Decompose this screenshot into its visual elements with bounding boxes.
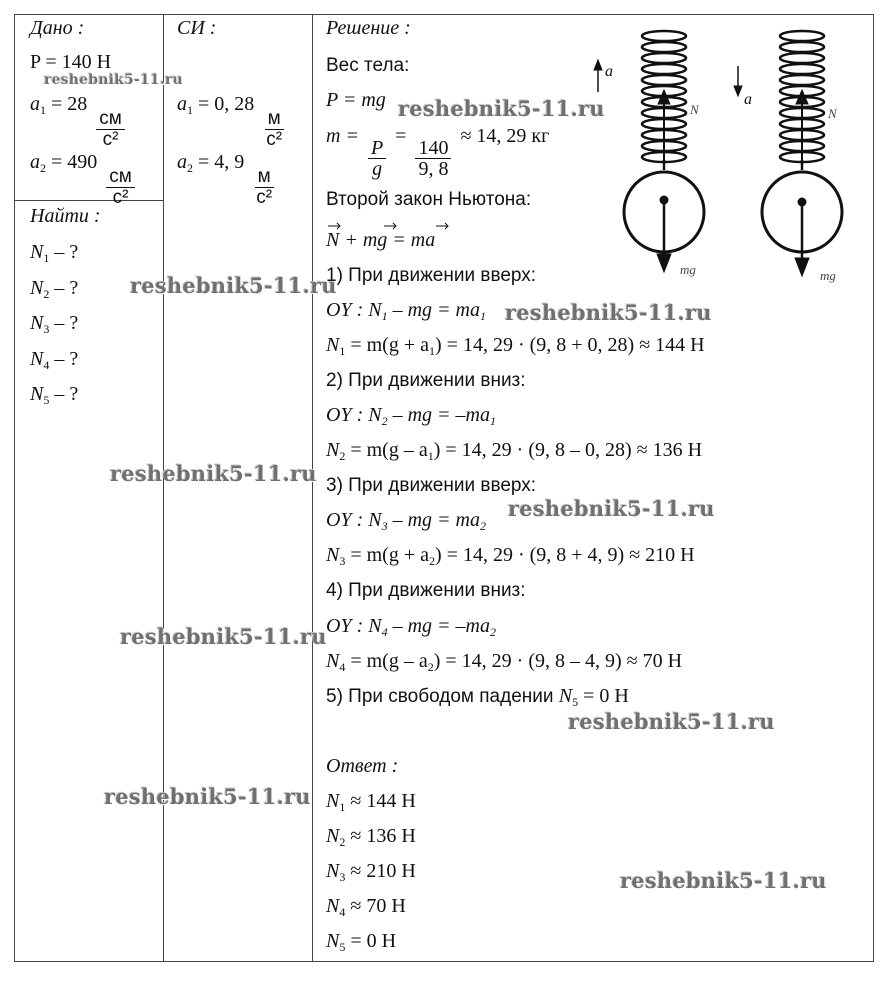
- header-otvet: Ответ :: [326, 755, 399, 777]
- watermark: reshebnik5-11.ru: [620, 868, 827, 893]
- vector-arrows: [326, 220, 466, 232]
- find-n3: $N_3$ – ?: [30, 312, 79, 336]
- weight-formula: P = mg: [326, 89, 386, 111]
- column-divider-2: [312, 14, 313, 961]
- find-n5: $N_5$ – ?: [30, 383, 79, 407]
- spring-figure: [580, 20, 870, 290]
- accel-arrow-down: [734, 66, 742, 96]
- newton-vector-formula: N + mg = ma: [326, 229, 436, 251]
- case2-heading: 2) При движении вниз:: [326, 370, 526, 391]
- header-naiti: Найти :: [30, 205, 101, 227]
- find-n4: $N_4$ – ?: [30, 348, 79, 372]
- watermark: reshebnik5-11.ru: [130, 273, 337, 298]
- answer-n3: $N_3 \approx 210$ Н: [326, 860, 416, 884]
- label-N-left: N: [690, 102, 699, 117]
- accel-arrow-up: [594, 60, 602, 92]
- given-weight: P = 140 Н: [30, 51, 112, 73]
- watermark: reshebnik5-11.ru: [104, 784, 311, 809]
- watermark: reshebnik5-11.ru: [505, 300, 712, 325]
- watermark: reshebnik5-11.ru: [568, 709, 775, 734]
- case2-equation: OY : $N_2$ – mg = $-ma_1$: [326, 404, 496, 428]
- weight-heading: Вес тела:: [326, 55, 410, 76]
- answer-n2: $N_2 \approx 136$ Н: [326, 825, 416, 849]
- case2-result: $N_2 = m(g - a_1) = 14$, 29 · (9, 8 – 0, 28) ≈ 136 Н: [326, 439, 703, 463]
- watermark: reshebnik5-11.ru: [120, 624, 327, 649]
- case1-heading: 1) При движении вверх:: [326, 265, 537, 286]
- header-si: СИ :: [177, 17, 217, 39]
- label-mg-right: mg: [820, 268, 836, 283]
- newton-heading: Второй закон Ньютона:: [326, 189, 532, 210]
- case3-result: $N_3 = m(g + a_2) = 14$, 29 · (9, 8 + 4, 9) ≈ 210 Н: [326, 544, 695, 568]
- si-a1: $a_1 = 0$, 28 $\frac{м}{\text{с²}}$: [177, 93, 283, 150]
- si-a2: $a_2 = 4$, 9 $\frac{м}{\text{с²}}$: [177, 151, 273, 208]
- find-n1: $N_1$ – ?: [30, 241, 79, 265]
- case3-equation: OY : $N_3$ – mg = $ma_2$: [326, 509, 486, 533]
- watermark: reshebnik5-11.ru: [508, 496, 715, 521]
- case4-heading: 4) При движении вниз:: [326, 580, 526, 601]
- watermark: reshebnik5-11.ru: [44, 72, 183, 88]
- watermark: reshebnik5-11.ru: [110, 461, 317, 486]
- answer-n5: $N_5 = 0$ Н: [326, 930, 397, 954]
- case4-result: $N_4 = m(g - a_2) = 14$, 29 · (9, 8 – 4, 9) ≈ 70 Н: [326, 650, 683, 674]
- label-mg-left: mg: [680, 262, 696, 277]
- case3-heading: 3) При движении вверх:: [326, 475, 537, 496]
- mass-formula: m = $\frac{P}{g}$ = $\frac{140}{9, 8}$ ≈ 14, 29 кг: [326, 125, 550, 180]
- label-a-right: a: [744, 91, 752, 108]
- answer-n4: $N_4 \approx 70$ Н: [326, 895, 406, 919]
- header-reshenie: Решение :: [326, 17, 411, 39]
- label-N-right: N: [828, 106, 837, 121]
- header-dano: Дано :: [30, 17, 85, 39]
- given-a1: $a_1 = 28$ $\frac{см}{\text{с²}}$: [30, 92, 129, 150]
- case5-line: 5) При свободом падении $N_5 = 0$ Н: [326, 685, 629, 709]
- case1-result: $N_1 = m(g + a_1) = 14$, 29 · (9, 8 + 0, 28) ≈ 144 Н: [326, 334, 705, 358]
- case1-equation: OY : $N_1$ – mg = $ma_1$: [326, 299, 486, 323]
- label-a-left: a: [605, 63, 613, 80]
- answer-n1: $N_1 \approx 144$ Н: [326, 790, 416, 814]
- case4-equation: OY : $N_4$ – mg = $-ma_2$: [326, 615, 496, 639]
- given-a2: $a_2 = 490$ $\frac{см}{\text{с²}}$: [30, 150, 139, 208]
- column-divider-1: [163, 14, 164, 961]
- watermark: reshebnik5-11.ru: [398, 96, 605, 121]
- find-n2: $N_2$ – ?: [30, 277, 79, 301]
